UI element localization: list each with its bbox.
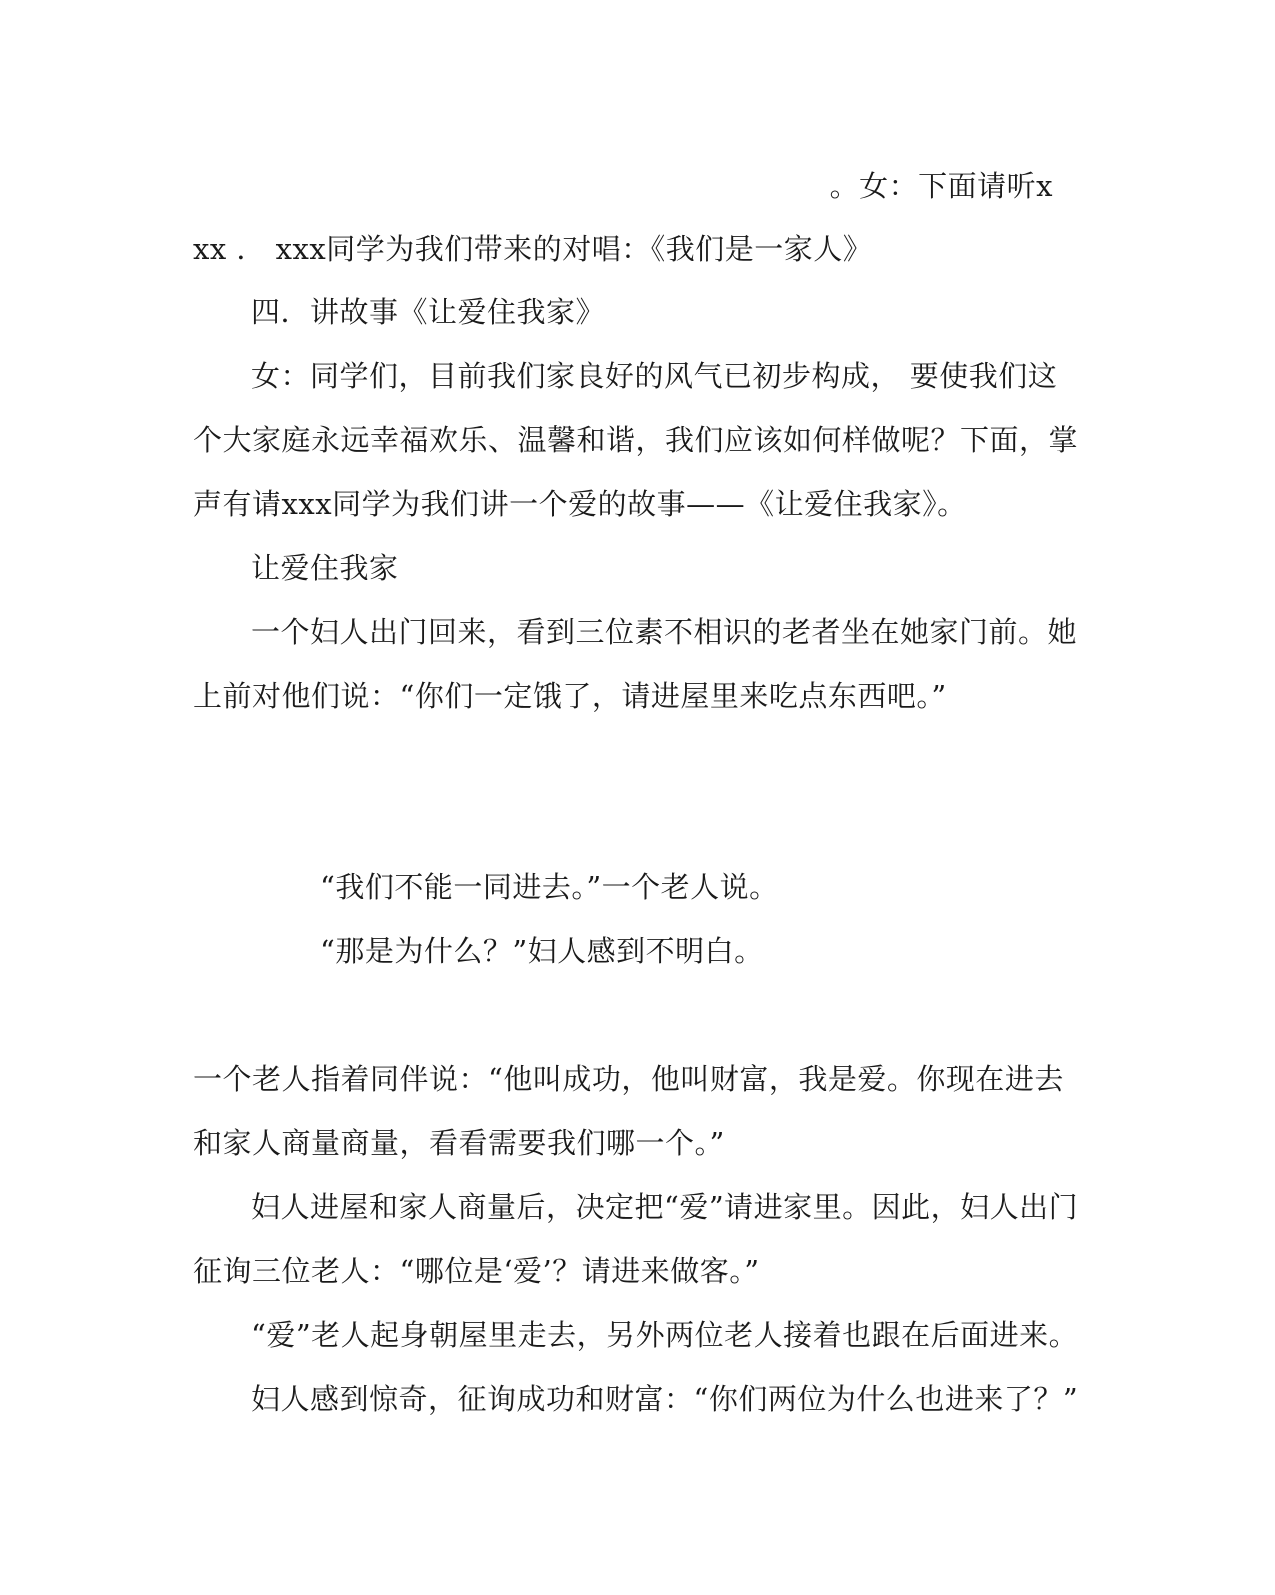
text-line: 征询三位老人：“哪位是‘爱’？请进来做客。” <box>193 1254 760 1288</box>
text-line: xx ． xxx同学为我们带来的对唱：《我们是一家人》 <box>193 232 873 266</box>
text-line: 和家人商量商量，看看需要我们哪一个。” <box>193 1126 725 1160</box>
text-line: 妇人进屋和家人商量后，决定把“爱”请进家里。因此，妇人出门 <box>251 1190 1079 1224</box>
text-line: “爱”老人起身朝屋里走去，另外两位老人接着也跟在后面进来。 <box>251 1318 1079 1352</box>
text-line: 上前对他们说：“你们一定饿了，请进屋里来吃点东西吧。” <box>193 679 947 713</box>
story-title: 让爱住我家 <box>251 551 399 585</box>
text-line: 一个老人指着同伴说：“他叫成功，他叫财富，我是爱。你现在进去 <box>193 1062 1064 1096</box>
text-line: 个大家庭永远幸福欢乐、温馨和谐，我们应该如何样做呢？下面，掌 <box>193 423 1079 457</box>
text-line: 一个妇人出门回来，看到三位素不相识的老者坐在她家门前。她 <box>251 615 1078 649</box>
text-line: “那是为什么？”妇人感到不明白。 <box>320 934 764 968</box>
text-line: 妇人感到惊奇，征询成功和财富：“你们两位为什么也进来了？” <box>251 1382 1079 1416</box>
section-heading: 四．讲故事《让爱住我家》 <box>251 295 606 329</box>
text-line: 。女：下面请听x <box>829 169 1053 203</box>
text-line: 声有请xxx同学为我们讲一个爱的故事——《让爱住我家》。 <box>193 487 967 521</box>
text-line: “我们不能一同进去。”一个老人说。 <box>320 870 779 904</box>
text-line: 女：同学们，目前我们家良好的风气已初步构成， 要使我们这 <box>251 359 1058 393</box>
